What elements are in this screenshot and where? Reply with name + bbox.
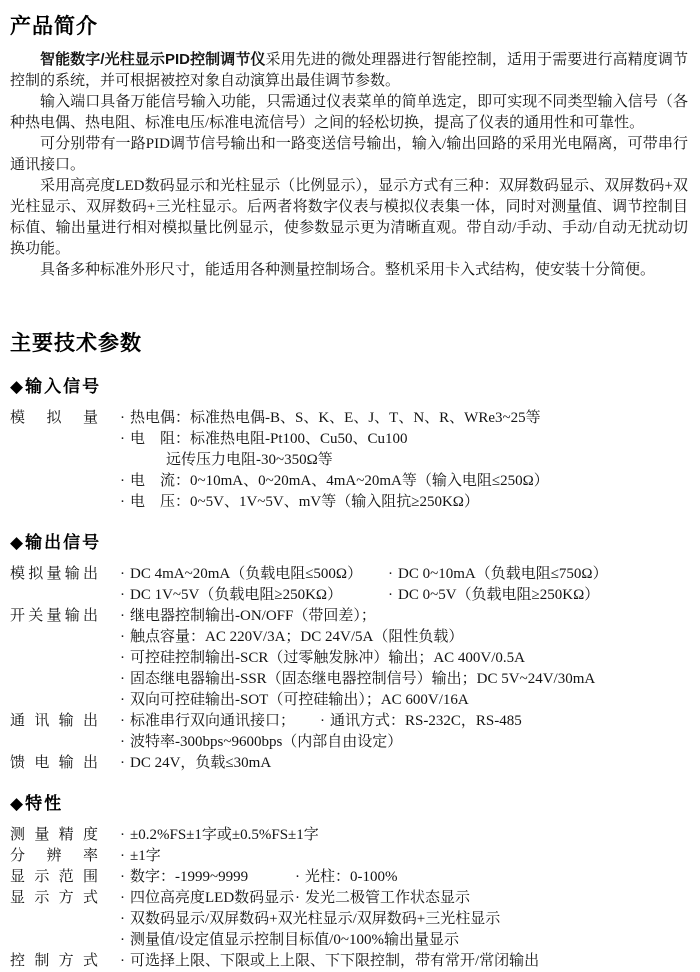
spec-item-text: 通讯方式：RS-232C，RS-485: [330, 713, 522, 729]
bullet-icon: ·: [388, 566, 393, 582]
spec-item: [120, 825, 319, 846]
spec-item-text: 数字：-1999~9999: [130, 869, 249, 885]
spec-line: [120, 888, 688, 909]
specs-title: 主要技术参数: [10, 332, 142, 355]
spec-item-text: 标准串行双向通讯接口；: [130, 713, 296, 729]
spec-item-text: 波特率-300bps~9600bps（内部自由设定）: [130, 734, 403, 750]
spec-item: [295, 888, 470, 909]
spec-item-text: 可选择上限、下限或上上限、下下限控制，带有常开/常闭输出: [130, 953, 540, 969]
spec-row-content: [120, 888, 688, 951]
spec-item: [295, 867, 398, 888]
intro-paragraph: 具备多种标准外形尺寸，能适用各种测量控制场合。整机采用卡入式结构，使安装十分简便。: [40, 262, 656, 278]
spec-row: [10, 867, 688, 888]
spec-line: [120, 909, 688, 930]
spec-line: [120, 606, 688, 627]
bullet-icon: ·: [295, 890, 300, 906]
spec-row-label: 模拟量输出: [10, 566, 98, 582]
spec-row-content: [120, 606, 688, 711]
spec-line: [120, 732, 688, 753]
spec-row-label: 通讯输出: [10, 713, 98, 729]
spec-row: [10, 951, 688, 972]
spec-item: [120, 564, 388, 585]
spec-row-content: [120, 753, 688, 774]
spec-item: [320, 711, 522, 732]
spec-item-text: 光柱：0-100%: [305, 869, 398, 885]
spec-row-content: [120, 564, 688, 606]
spec-row-content: [120, 711, 688, 753]
spec-sections: [10, 372, 688, 972]
bullet-icon: ·: [120, 629, 125, 645]
spec-line: [120, 648, 688, 669]
bullet-icon: ·: [120, 869, 125, 885]
spec-item: [388, 585, 599, 606]
spec-row-label: 显示方式: [10, 890, 98, 906]
intro-paragraph: 采用高亮度LED数码显示和光柱显示（比例显示），显示方式有三种：双屏数码显示、双屏数码+双光柱显示、双屏数码+三光柱显示。后两者将数字仪表与模拟仪表集一体，同时对测量值、调节控制目标值、输出量进行相对模拟量比例显示，使参数显示更为清晰直观。带自动/手动、手动/自动无扰动切换功能。: [10, 178, 688, 257]
spec-section: [10, 789, 688, 972]
spec-item: [120, 867, 295, 888]
bullet-icon: ·: [120, 608, 125, 624]
spec-item-text: 电 阻：标准热电阻-Pt100、Cu50、Cu100: [130, 431, 408, 447]
spec-row-label: 显示范围: [10, 869, 98, 885]
bullet-icon: ·: [120, 587, 125, 603]
spec-row-label: 开关量输出: [10, 608, 98, 624]
spec-row-content: [120, 951, 688, 972]
bullet-icon: ·: [120, 734, 125, 750]
spec-line: [120, 408, 688, 429]
intro-paragraph: 输入端口具备万能信号输入功能，只需通过仪表菜单的简单选定，即可实现不同类型输入信号（各种热电偶、热电阻、标准电压/标准电流信号）之间的轻松切换，提高了仪表的通用性和可靠性。: [10, 94, 688, 131]
spec-row: [10, 825, 688, 846]
bullet-icon: ·: [120, 473, 125, 489]
spec-item-text: ±1字: [130, 848, 161, 864]
bullet-icon: ·: [120, 755, 125, 771]
spec-row-label: 分辨率: [10, 848, 98, 864]
spec-item: [120, 909, 500, 930]
spec-item: [120, 627, 463, 648]
spec-item-text: 继电器控制输出-ON/OFF（带回差）；: [130, 608, 376, 624]
spec-line: [120, 846, 688, 867]
spec-item: [120, 930, 459, 951]
spec-item: [120, 585, 388, 606]
spec-item-text: 触点容量：AC 220V/3A；DC 24V/5A（阻性负载）: [130, 629, 464, 645]
bullet-icon: ·: [295, 869, 300, 885]
spec-row: [10, 711, 688, 753]
spec-item: [120, 648, 525, 669]
spec-line: [120, 690, 688, 711]
spec-row: [10, 564, 688, 606]
spec-item: [120, 408, 541, 429]
spec-line: [120, 585, 688, 606]
spec-item-text: 电 压：0~5V、1V~5V、mV等（输入阻抗≥250KΩ）: [130, 494, 479, 510]
spec-row: [10, 408, 688, 513]
spec-item: [120, 888, 295, 909]
spec-item: [120, 846, 161, 867]
spec-item-text: ±0.2%FS±1字或±0.5%FS±1字: [130, 827, 319, 843]
spec-item-text: DC 0~10mA（负载电阻≤750Ω）: [398, 566, 608, 582]
spec-item: [120, 429, 408, 450]
bullet-icon: ·: [120, 827, 125, 843]
spec-item-text: 双向可控硅输出-SOT（可控硅输出）；AC 600V/16A: [130, 692, 469, 708]
bullet-icon: ·: [120, 650, 125, 666]
spec-item-text: DC 4mA~20mA（负载电阻≤500Ω）: [130, 566, 363, 582]
bullet-icon: ·: [388, 587, 393, 603]
spec-line: [120, 471, 688, 492]
spec-item-text: 双数码显示/双屏数码+双光柱显示/双屏数码+三光柱显示: [130, 911, 501, 927]
spec-row: [10, 846, 688, 867]
spec-row-content: [120, 825, 688, 846]
bullet-icon: ·: [120, 566, 125, 582]
spec-item: [120, 753, 271, 774]
spec-line: [120, 669, 688, 690]
spec-item-text: DC 1V~5V（负载电阻≥250KΩ）: [130, 587, 343, 603]
spec-row-content: [120, 408, 688, 513]
spec-row-label: 馈电输出: [10, 755, 98, 771]
bullet-icon: ·: [120, 431, 125, 447]
spec-item-text: 测量值/设定值显示控制目标值/0~100%输出量显示: [130, 932, 459, 948]
bullet-icon: ·: [120, 692, 125, 708]
intro-lead-text: 采用先进的微处理器进行智能控制，适用于需要进行高精度调节控制的系统，并可根据被控对象自动演算出最佳调节参数。: [10, 52, 688, 89]
spec-row: [10, 888, 688, 951]
spec-item: [120, 690, 469, 711]
spec-line: [120, 450, 688, 471]
spec-line: [120, 825, 688, 846]
spec-section: [10, 528, 688, 774]
section-heading: ◆输出信号: [10, 533, 102, 552]
spec-line: [120, 930, 688, 951]
spec-item-text: 四位高亮度LED数码显示: [130, 890, 295, 906]
spec-row-label: 控制方式: [10, 953, 98, 969]
spec-item: [120, 669, 595, 690]
spec-item: [120, 711, 320, 732]
spec-line: [120, 564, 688, 585]
spec-item: [120, 471, 549, 492]
intro-paragraph: 可分别带有一路PID调节信号输出和一路变送信号输出，输入/输出回路的采用光电隔离，可带串行通讯接口。: [10, 136, 688, 173]
section-heading: ◆输入信号: [10, 377, 102, 396]
bullet-icon: ·: [320, 713, 325, 729]
spec-line: [120, 429, 688, 450]
intro-paragraphs: [10, 92, 688, 281]
bullet-icon: ·: [120, 410, 125, 426]
bullet-icon: ·: [120, 911, 125, 927]
spec-item: [120, 606, 376, 627]
spec-item-text: 电 流：0~10mA、0~20mA、4mA~20mA等（输入电阻≤250Ω）: [130, 473, 549, 489]
spec-row-content: [120, 867, 688, 888]
spec-item-text: 发光二极管工作状态显示: [305, 890, 471, 906]
spec-item-text: 固态继电器输出-SSR（固态继电器控制信号）输出；DC 5V~24V/30mA: [130, 671, 596, 687]
spec-row-content: [120, 846, 688, 867]
bullet-icon: ·: [120, 494, 125, 510]
spec-item-text: 远传压力电阻-30~350Ω等: [166, 452, 333, 468]
spec-item-text: 可控硅控制输出-SCR（过零触发脉冲）输出；AC 400V/0.5A: [130, 650, 526, 666]
intro-title: 产品简介: [10, 15, 98, 38]
spec-item-text: DC 0~5V（负载电阻≥250KΩ）: [398, 587, 600, 603]
spec-item: [120, 951, 539, 972]
spec-item: [120, 732, 402, 753]
bullet-icon: ·: [120, 932, 125, 948]
spec-line: [120, 711, 688, 732]
section-heading: ◆特性: [10, 794, 64, 813]
spec-item-text: DC 24V，负载≤30mA: [130, 755, 272, 771]
spec-item: [166, 450, 333, 471]
spec-line: [120, 627, 688, 648]
spec-item-text: 热电偶：标准热电偶-B、S、K、E、J、T、N、R、WRe3~25等: [130, 410, 541, 426]
spec-row-label: 测量精度: [10, 827, 98, 843]
intro-paragraph-lead: [10, 49, 688, 92]
spec-line: [120, 753, 688, 774]
spec-line: [120, 951, 688, 972]
spec-item: [120, 492, 479, 513]
bullet-icon: ·: [120, 953, 125, 969]
spec-line: [120, 867, 688, 888]
spec-row: [10, 606, 688, 711]
spec-section: [10, 372, 688, 513]
spec-item: [388, 564, 608, 585]
bullet-icon: ·: [120, 848, 125, 864]
spec-row-label: 模拟量: [10, 410, 98, 426]
bullet-icon: ·: [120, 713, 125, 729]
product-name: 智能数字/光柱显示PID控制调节仪: [40, 51, 266, 68]
bullet-icon: ·: [120, 671, 125, 687]
spec-row: [10, 753, 688, 774]
spec-line: [120, 492, 688, 513]
bullet-icon: ·: [120, 890, 125, 906]
